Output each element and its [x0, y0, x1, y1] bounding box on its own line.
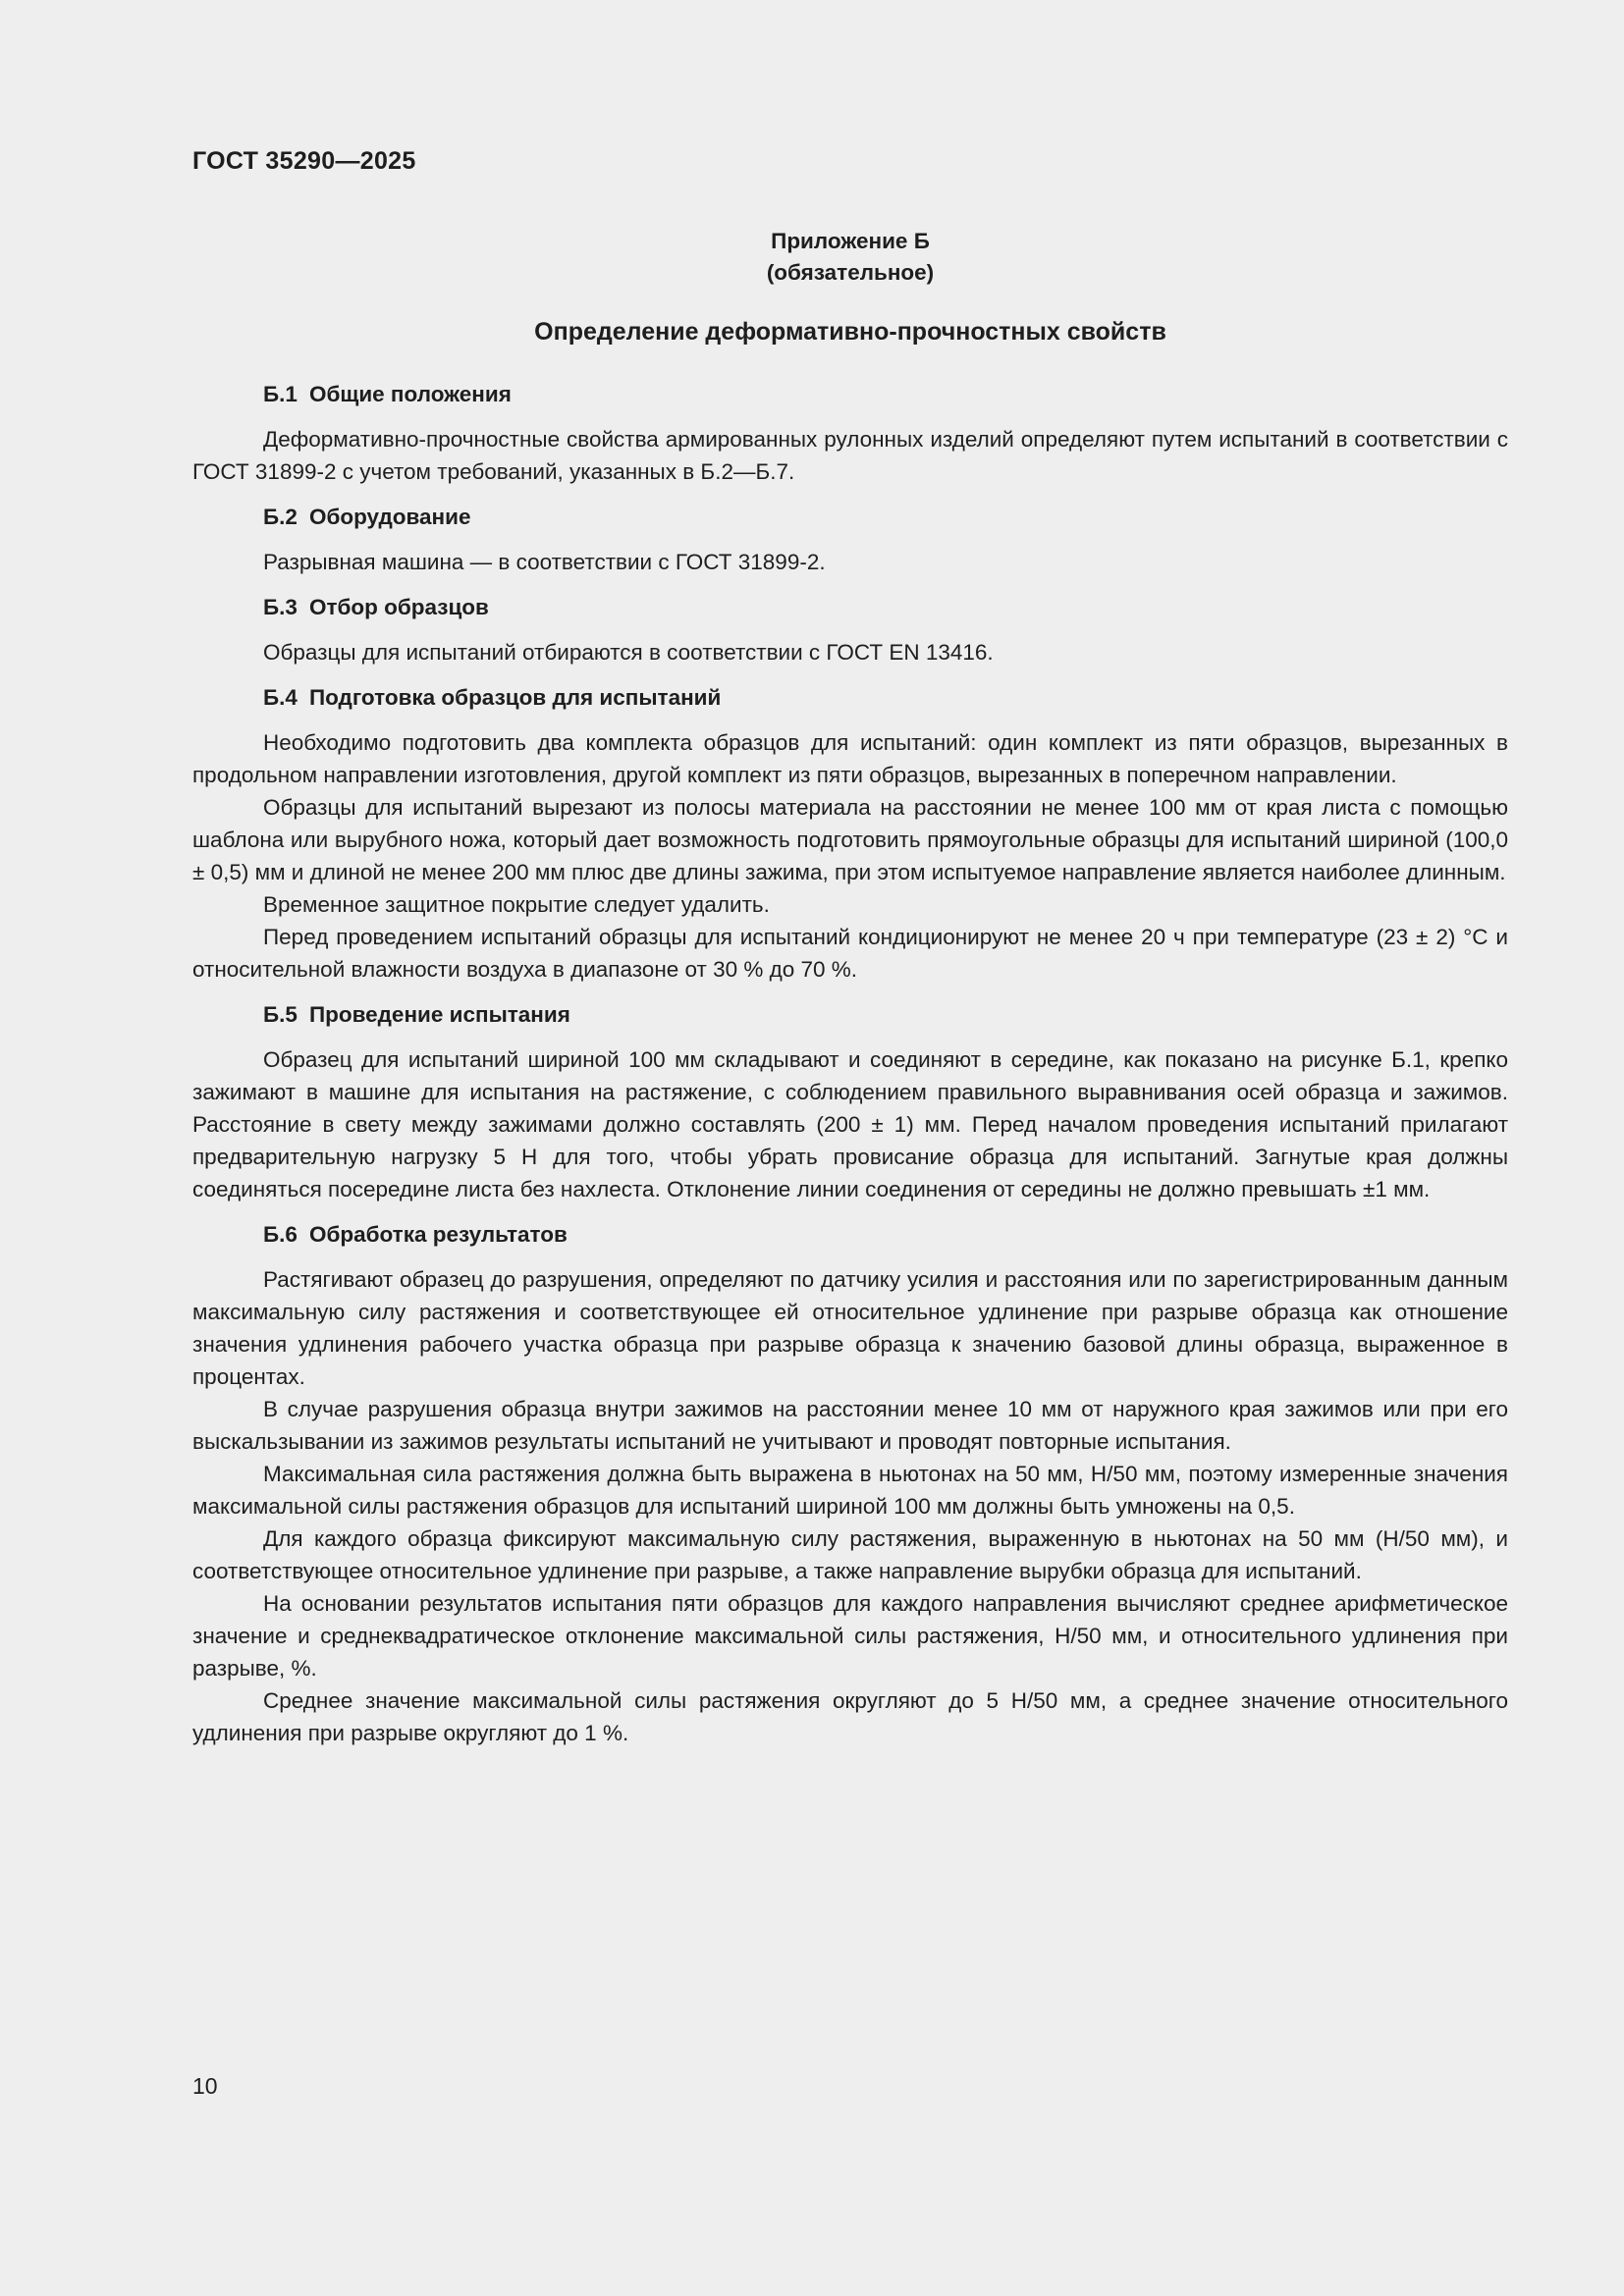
paragraph: Среднее значение максимальной силы растяжения округляют до 5 Н/50 мм, а среднее значение относительного удлинения при разрыве округляют до 1 %.	[192, 1688, 1508, 1745]
paragraph: Образцы для испытаний вырезают из полосы материала на расстоянии не менее 100 мм от края листа с помощью шаблона или вырубного ножа, который дает возможность подготовить прямоугольные образцы для испытаний шириной (100,0 ± 0,5) мм и длиной не менее 200 мм плюс две длины зажима, при этом испытуемое направление является наиболее длинным.	[192, 795, 1508, 884]
section-heading	[192, 998, 1508, 1031]
section-number: Б.4	[263, 685, 298, 710]
section-title: Отбор образцов	[308, 595, 489, 619]
appendix-heading	[192, 226, 1508, 289]
standard-header: ГОСТ 35290—2025	[192, 147, 416, 175]
section-title: Оборудование	[308, 505, 471, 529]
section-heading	[192, 501, 1508, 533]
section-heading	[192, 378, 1508, 410]
paragraph: Разрывная машина — в соответствии с ГОСТ 31899-2.	[263, 550, 826, 574]
section-title: Обработка результатов	[308, 1222, 568, 1247]
paragraph: Растягивают образец до разрушения, определяют по датчику усилия и расстояния или по зарегистрированным данным максимальную силу растяжения и соответствующее ей относительное удлинение при разрыве образца как отношение значения удлинения рабочего участка образца при разрыве образца к значению базовой длины образца, выраженное в процентах.	[192, 1267, 1508, 1389]
paragraph: Временное защитное покрытие следует удалить.	[263, 892, 770, 917]
section-number: Б.1	[263, 382, 298, 406]
section-title: Подготовка образцов для испытаний	[308, 685, 722, 710]
paragraph: Образцы для испытаний отбираются в соответствии с ГОСТ EN 13416.	[263, 640, 994, 665]
section-heading	[192, 591, 1508, 623]
paragraph: В случае разрушения образца внутри зажимов на расстоянии менее 10 мм от наружного края зажимов или при его выскальзывании из зажимов результаты испытаний не учитывают и проводят повторные испытания.	[192, 1397, 1508, 1454]
paragraph: На основании результатов испытания пяти образцов для каждого направления вычисляют среднее арифметическое значение и среднеквадратическое отклонение максимальной силы растяжения, Н/50 мм, и относительного удлинения при разрыве, %.	[192, 1591, 1508, 1681]
section-number: Б.2	[263, 505, 298, 529]
section-number: Б.6	[263, 1222, 298, 1247]
page-number: 10	[192, 2073, 218, 2099]
paragraph: Необходимо подготовить два комплекта образцов для испытаний: один комплект из пяти образцов, вырезанных в продольном направлении изготовления, другой комплект из пяти образцов, вырезанных в поперечном направлении.	[192, 730, 1508, 787]
section-heading	[192, 681, 1508, 714]
appendix-label: Приложение Б	[771, 229, 930, 253]
section-title: Общие положения	[308, 382, 512, 406]
section-number: Б.5	[263, 1002, 298, 1027]
paragraph: Перед проведением испытаний образцы для испытаний кондиционируют не менее 20 ч при температуре (23 ± 2) °С и относительной влажности воздуха в диапазоне от 30 % до 70 %.	[192, 925, 1508, 982]
section-title: Проведение испытания	[308, 1002, 570, 1027]
section-heading	[192, 1218, 1508, 1251]
document-title: Определение деформативно-прочностных свойств	[534, 318, 1166, 346]
paragraph: Максимальная сила растяжения должна быть выражена в ньютонах на 50 мм, Н/50 мм, поэтому измеренные значения максимальной силы растяжения образцов для испытаний шириной 100 мм должны быть умножены на 0,5.	[192, 1462, 1508, 1519]
paragraph: Образец для испытаний шириной 100 мм складывают и соединяют в середине, как показано на рисунке Б.1, крепко зажимают в машине для испытания на растяжение, с соблюдением правильного выравнивания осей образца и зажимов. Расстояние в свету между зажимами должно составлять (200 ± 1) мм. Перед началом проведения испытаний прилагают предварительную нагрузку 5 Н для того, чтобы убрать провисание образца для испытаний. Загнутые края должны соединяться посередине листа без нахлеста. Отклонение линии соединения от середины не должно превышать ±1 мм.	[192, 1047, 1508, 1201]
document-body	[192, 378, 1508, 1749]
appendix-status: (обязательное)	[766, 260, 935, 285]
paragraph: Деформативно-прочностные свойства армированных рулонных изделий определяют путем испытаний в соответствии с ГОСТ 31899-2 с учетом требований, указанных в Б.2—Б.7.	[192, 427, 1508, 484]
section-number: Б.3	[263, 595, 298, 619]
paragraph: Для каждого образца фиксируют максимальную силу растяжения, выраженную в ньютонах на 50 мм (Н/50 мм), и соответствующее относительное удлинение при разрыве, а также направление вырубки образца для испытаний.	[192, 1526, 1508, 1583]
